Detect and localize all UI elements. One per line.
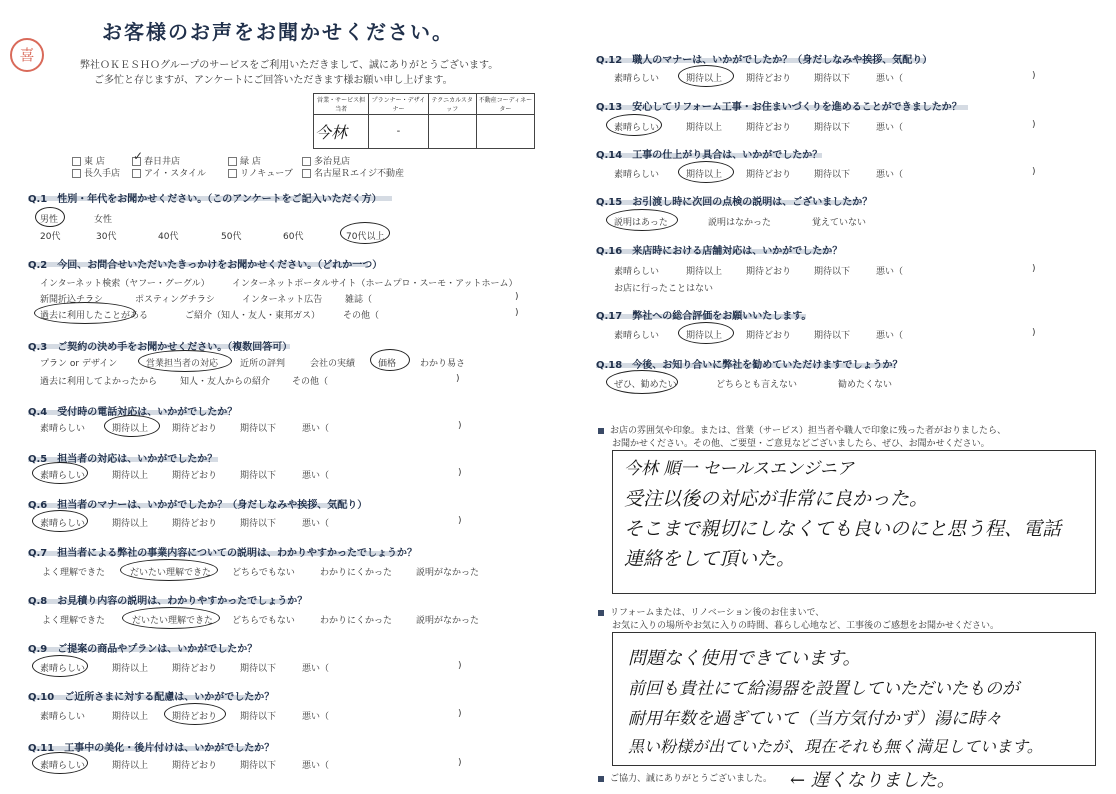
q3-option-plan[interactable]: プラン or デザイン: [40, 359, 118, 369]
question-13: Q.13 安心してリフォーム工事・お住まいづくりを進めることができましたか？: [596, 102, 962, 113]
question-5: Q.5 担当者の対応は、いかがでしたか？: [28, 454, 218, 465]
paren-close: ): [1032, 167, 1036, 177]
answer-circle: [34, 302, 136, 324]
page-title: お客様のお声をお聞かせください。: [102, 20, 454, 44]
checkbox-icon: [132, 169, 141, 178]
comment1-line-2: 受注以後の対応が非常に良かった。: [624, 488, 929, 510]
answer-circle: [606, 209, 678, 231]
store-kasugai[interactable]: ✓ 春日井店: [133, 149, 181, 167]
comment2-line-1: 問題なく使用できています。: [628, 648, 861, 669]
bullet-square-icon: [598, 776, 604, 782]
q17-option-0[interactable]: 素晴らしい: [614, 331, 660, 341]
q15-option-forgot[interactable]: 覚えていない: [812, 218, 867, 228]
store-nagoya-r-age[interactable]: 名古屋Ｒエイジ不動産: [302, 166, 404, 179]
q6-option-2[interactable]: 期待どおり: [172, 519, 218, 529]
answer-circle: [164, 703, 226, 725]
bullet-square-icon: [598, 428, 604, 434]
q2-option-posting[interactable]: ポスティングチラシ: [135, 295, 215, 305]
q4-option-0[interactable]: 素晴らしい: [40, 424, 86, 434]
q13-option-1[interactable]: 期待以上: [686, 123, 723, 133]
store-midori[interactable]: 緑 店: [228, 154, 261, 167]
q18-option-maybe[interactable]: どちらとも言えない: [716, 380, 798, 390]
q7-option-none[interactable]: 説明がなかった: [416, 568, 480, 578]
q5-option-3[interactable]: 期待以下: [240, 471, 277, 481]
store-istyle[interactable]: アイ・スタイル: [132, 166, 206, 179]
q14-option-1[interactable]: 期待以上: [686, 170, 723, 180]
answer-circle: [138, 350, 232, 372]
q7-option-neutral[interactable]: どちらでもない: [232, 568, 295, 578]
question-8: Q.8 お見積り内容の説明は、わかりやすかったでしょうか？: [28, 596, 308, 607]
q16-option-1[interactable]: 期待以上: [686, 267, 723, 277]
answer-circle: [120, 559, 218, 581]
q4-option-2[interactable]: 期待どおり: [172, 424, 218, 434]
q6-option-4[interactable]: 悪い（: [302, 519, 330, 529]
q6-option-3[interactable]: 期待以下: [240, 519, 277, 529]
q5-option-0[interactable]: 素晴らしい: [40, 471, 86, 481]
question-14: Q.14 工事の仕上がり具合は、いかがでしたか？: [596, 150, 823, 161]
q11-option-1[interactable]: 期待以上: [112, 761, 149, 771]
q16-option-3[interactable]: 期待以下: [814, 267, 851, 277]
paren-close: ): [515, 292, 519, 302]
staff-value-planner: -: [369, 115, 428, 149]
q9-option-4[interactable]: 悪い（: [302, 664, 330, 674]
comment1-prompt-2: お聞かせください。その他、ご要望・ご意見などございましたら、ぜひ、お聞かせください。: [612, 439, 990, 449]
q2-option-past-use[interactable]: 過去に利用したことがある: [40, 311, 149, 321]
q16-option-0[interactable]: 素晴らしい: [614, 267, 660, 277]
q8-option-unclear[interactable]: わかりにくかった: [320, 616, 393, 626]
q11-option-3[interactable]: 期待以下: [240, 761, 277, 771]
comment2-prompt-1: リフォームまたは、リノベーション後のお住まいで、: [598, 605, 824, 618]
question-9: Q.9 ご提案の商品やプランは、いかがでしたか？: [28, 644, 258, 655]
q1-option-60s[interactable]: 60代: [283, 232, 304, 242]
checkbox-icon: [228, 157, 237, 166]
intro-line-1: 弊社ＯＫＥＳＨＯグループのサービスをご利用いただきまして、誠にありがとうございます。: [80, 60, 499, 71]
staff-header-technical: テクニカルスタッフ: [428, 94, 476, 115]
answer-circle: [32, 752, 88, 774]
q3-option-reputation[interactable]: 近所の評判: [240, 359, 286, 369]
answer-circle: [35, 207, 65, 227]
question-2: Q.2 今回、お問合せいただいたきっかけをお聞かせください。（どれか一つ）: [28, 260, 383, 271]
q6-option-0[interactable]: 素晴らしい: [40, 519, 86, 529]
paren-close: ): [1032, 264, 1036, 274]
q17-option-1[interactable]: 期待以上: [686, 331, 723, 341]
checkbox-icon: [72, 157, 81, 166]
q9-option-0[interactable]: 素晴らしい: [40, 664, 86, 674]
store-tajimi[interactable]: 多治見店: [302, 154, 350, 167]
paren-close: ): [458, 758, 462, 768]
paren-close: ): [458, 421, 462, 431]
staff-value-technical: [428, 115, 476, 149]
answer-circle: [678, 322, 734, 344]
q3-option-price[interactable]: 価格: [378, 359, 397, 369]
checkbox-icon: [72, 169, 81, 178]
question-6: Q.6 担当者のマナーは、いかがでしたか？（身だしなみや挨拶、気配り）: [28, 500, 368, 511]
question-4: Q.4 受付時の電話対応は、いかがでしたか？: [28, 407, 238, 418]
q2-option-portal[interactable]: インターネットポータルサイト（ホームプロ・スーモ・アットホーム）: [232, 279, 518, 289]
staff-header-realestate: 不動産コーディネーター: [476, 94, 534, 115]
store-nagakute[interactable]: 長久手店: [72, 166, 120, 179]
staff-header-planner: プランナー・デザイナー: [369, 94, 428, 115]
q7-option-unclear[interactable]: わかりにくかった: [320, 568, 393, 578]
q2-option-search[interactable]: インターネット検索（ヤフー・グーグル）: [40, 279, 210, 289]
q12-option-2[interactable]: 期待どおり: [746, 74, 792, 84]
checkbox-icon: [302, 157, 311, 166]
q8-option-neutral[interactable]: どちらでもない: [232, 616, 295, 626]
q3-option-other[interactable]: その他（: [292, 377, 329, 387]
q5-option-1[interactable]: 期待以上: [112, 471, 149, 481]
paren-close: ): [458, 468, 462, 478]
q12-option-0[interactable]: 素晴らしい: [614, 74, 660, 84]
q1-option-50s[interactable]: 50代: [221, 232, 242, 242]
q14-option-4[interactable]: 悪い（: [876, 170, 904, 180]
q1-option-20s[interactable]: 20代: [40, 232, 61, 242]
paren-close: ): [458, 661, 462, 671]
question-10: Q.10 ご近所さまに対する配慮は、いかがでしたか？: [28, 692, 275, 703]
q14-option-3[interactable]: 期待以下: [814, 170, 851, 180]
q12-option-1[interactable]: 期待以上: [686, 74, 723, 84]
q13-option-4[interactable]: 悪い（: [876, 123, 904, 133]
q6-option-1[interactable]: 期待以上: [112, 519, 149, 529]
q8-option-none[interactable]: 説明がなかった: [416, 616, 480, 626]
q1-option-30s[interactable]: 30代: [96, 232, 117, 242]
comment1-line-3: そこまで親切にしなくても良いのにと思う程、電話: [624, 518, 1062, 540]
comment1-line-1: 今林 順一 セールスエンジニア: [624, 459, 854, 479]
q11-option-4[interactable]: 悪い（: [302, 761, 330, 771]
paren-close: ): [1032, 120, 1036, 130]
store-east[interactable]: 東 店: [72, 154, 105, 167]
intro-line-2: ご多忙と存じますが、アンケートにご回答いただきます様お願い申し上げます。: [94, 75, 453, 86]
q5-option-2[interactable]: 期待どおり: [172, 471, 218, 481]
q10-option-0[interactable]: 素晴らしい: [40, 712, 86, 722]
answer-circle: [32, 510, 88, 532]
paren-close: ): [456, 374, 460, 384]
q7-option-well[interactable]: よく理解できた: [42, 568, 106, 578]
q17-option-2[interactable]: 期待どおり: [746, 331, 792, 341]
q9-option-3[interactable]: 期待以下: [240, 664, 277, 674]
question-3: Q.3 ご契約の決め手をお聞かせください。（複数回答可）: [28, 342, 293, 353]
paren-close: ): [458, 709, 462, 719]
answer-circle: [606, 114, 662, 136]
q2-option-referral[interactable]: ご紹介（知人・友人・東邦ガス）: [185, 311, 321, 321]
q5-option-4[interactable]: 悪い（: [302, 471, 330, 481]
q13-option-0[interactable]: 素晴らしい: [614, 123, 660, 133]
q10-option-4[interactable]: 悪い（: [302, 712, 330, 722]
answer-circle: [32, 462, 88, 484]
q3-option-friend[interactable]: 知人・友人からの紹介: [180, 377, 271, 387]
answer-circle: [678, 161, 734, 183]
q10-option-1[interactable]: 期待以上: [112, 712, 149, 722]
q16-option-4[interactable]: 悪い（: [876, 267, 904, 277]
question-11: Q.11 工事中の美化・後片付けは、いかがでしたか？: [28, 743, 275, 754]
answer-circle: [340, 222, 390, 244]
q1-option-female[interactable]: 女性: [94, 215, 113, 225]
q3-option-clarity[interactable]: わかり易さ: [420, 359, 466, 369]
staff-header-sales: 営業・サービス担当者: [314, 94, 369, 115]
q4-option-1[interactable]: 期待以上: [112, 424, 149, 434]
answer-circle: [370, 349, 410, 371]
q17-option-4[interactable]: 悪い（: [876, 331, 904, 341]
checkbox-icon: [302, 169, 311, 178]
q3-option-past-good[interactable]: 過去に利用してよかったから: [40, 377, 158, 387]
q18-option-yes[interactable]: ぜひ、勧めたい: [614, 380, 677, 390]
paren-close: ): [1032, 328, 1036, 338]
answer-circle: [606, 370, 678, 394]
check-mark-icon: ✓: [133, 149, 144, 163]
q13-option-2[interactable]: 期待どおり: [746, 123, 792, 133]
q10-option-2[interactable]: 期待どおり: [172, 712, 218, 722]
question-17: Q.17 弊社への総合評価をお願いいたします。: [596, 311, 812, 322]
q12-option-4[interactable]: 悪い（: [876, 74, 904, 84]
q16-option-2[interactable]: 期待どおり: [746, 267, 792, 277]
q9-option-2[interactable]: 期待どおり: [172, 664, 218, 674]
comment2-line-4: 黒い粉様が出ていたが、現在それも無く満足しています。: [628, 737, 1043, 756]
question-15: Q.15 お引渡し時に次回の点検の説明は、ございましたか？: [596, 197, 873, 208]
q3-option-sales-rep[interactable]: 営業担当者の対応: [146, 359, 219, 369]
q3-option-track-record[interactable]: 会社の実績: [310, 359, 356, 369]
q12-option-3[interactable]: 期待以下: [814, 74, 851, 84]
q7-option-mostly[interactable]: だいたい理解できた: [130, 568, 212, 578]
staff-table: [313, 93, 535, 149]
q2-option-other[interactable]: その他（: [343, 311, 380, 321]
comment2-prompt-2: お気に入りの場所やお気に入りの時間、暮らし心地など、工事後のご感想をお聞かせください。: [612, 621, 1000, 631]
q4-option-3[interactable]: 期待以下: [240, 424, 277, 434]
store-renocube[interactable]: リノキューブ: [228, 166, 293, 179]
staff-value-sales: 今林: [314, 115, 369, 149]
q15-option-yes[interactable]: 説明はあった: [614, 218, 668, 228]
q17-option-3[interactable]: 期待以下: [814, 331, 851, 341]
comment2-line-2: 前回も貴社にて給湯器を設置していただいたものが: [628, 679, 1019, 699]
q2-option-web-ad[interactable]: インターネット広告: [242, 295, 323, 305]
q1-option-40s[interactable]: 40代: [158, 232, 179, 242]
staff-value-realestate: [476, 115, 534, 149]
stamp-seal: 喜: [10, 38, 44, 72]
q9-option-1[interactable]: 期待以上: [112, 664, 149, 674]
footer-thanks: ご協力、誠にありがとうございました。: [598, 771, 772, 784]
question-18: Q.18 今後、お知り合いに弊社を勧めていただけますでしょうか？: [596, 360, 903, 371]
footer-handwritten-note: ← 遅くなりました。: [790, 770, 955, 791]
bullet-square-icon: [598, 610, 604, 616]
question-1: Q.1 性別・年代をお聞かせください。（このアンケートをご記入いただく方）: [28, 194, 382, 205]
q2-option-newspaper[interactable]: 新聞折込チラシ: [40, 295, 104, 305]
q18-option-no[interactable]: 勧めたくない: [838, 380, 893, 390]
paren-close: ): [458, 516, 462, 526]
q1-option-male[interactable]: 男性: [40, 215, 59, 225]
q11-option-0[interactable]: 素晴らしい: [40, 761, 86, 771]
q14-option-2[interactable]: 期待どおり: [746, 170, 792, 180]
answer-circle: [678, 65, 734, 87]
comment2-line-3: 耐用年数を過ぎていて（当方気付かず）湯に時々: [628, 709, 1002, 729]
q13-option-3[interactable]: 期待以下: [814, 123, 851, 133]
question-7: Q.7 担当者による弊社の事業内容についての説明は、わかりやすかったでしょうか？: [28, 548, 418, 559]
q2-option-magazine[interactable]: 雑誌（: [345, 295, 373, 305]
q16-option-never-visited[interactable]: お店に行ったことはない: [614, 284, 714, 294]
question-16: Q.16 来店時における店舗対応は、いかがでしたか？: [596, 246, 843, 257]
checkbox-icon: [228, 169, 237, 178]
answer-circle: [122, 607, 220, 629]
question-12: Q.12 職人のマナーは、いかがでしたか？（身だしなみや挨拶、気配り）: [596, 55, 933, 66]
paren-close: ): [1032, 71, 1036, 81]
paren-close: ): [515, 308, 519, 318]
q15-option-no[interactable]: 説明はなかった: [708, 218, 772, 228]
q4-option-4[interactable]: 悪い（: [302, 424, 330, 434]
comment1-line-4: 連絡をして頂いた。: [624, 548, 796, 570]
q8-option-mostly[interactable]: だいたい理解できた: [132, 616, 214, 626]
answer-circle: [104, 415, 160, 437]
q11-option-2[interactable]: 期待どおり: [172, 761, 218, 771]
answer-circle: [32, 655, 88, 677]
comment1-prompt-1: お店の雰囲気や印象。または、営業（サービス）担当者や職人で印象に残った者がおりましたら、: [598, 423, 1006, 436]
q8-option-well[interactable]: よく理解できた: [42, 616, 106, 626]
q1-option-70s-plus[interactable]: 70代以上: [346, 232, 385, 242]
q10-option-3[interactable]: 期待以下: [240, 712, 277, 722]
q14-option-0[interactable]: 素晴らしい: [614, 170, 660, 180]
